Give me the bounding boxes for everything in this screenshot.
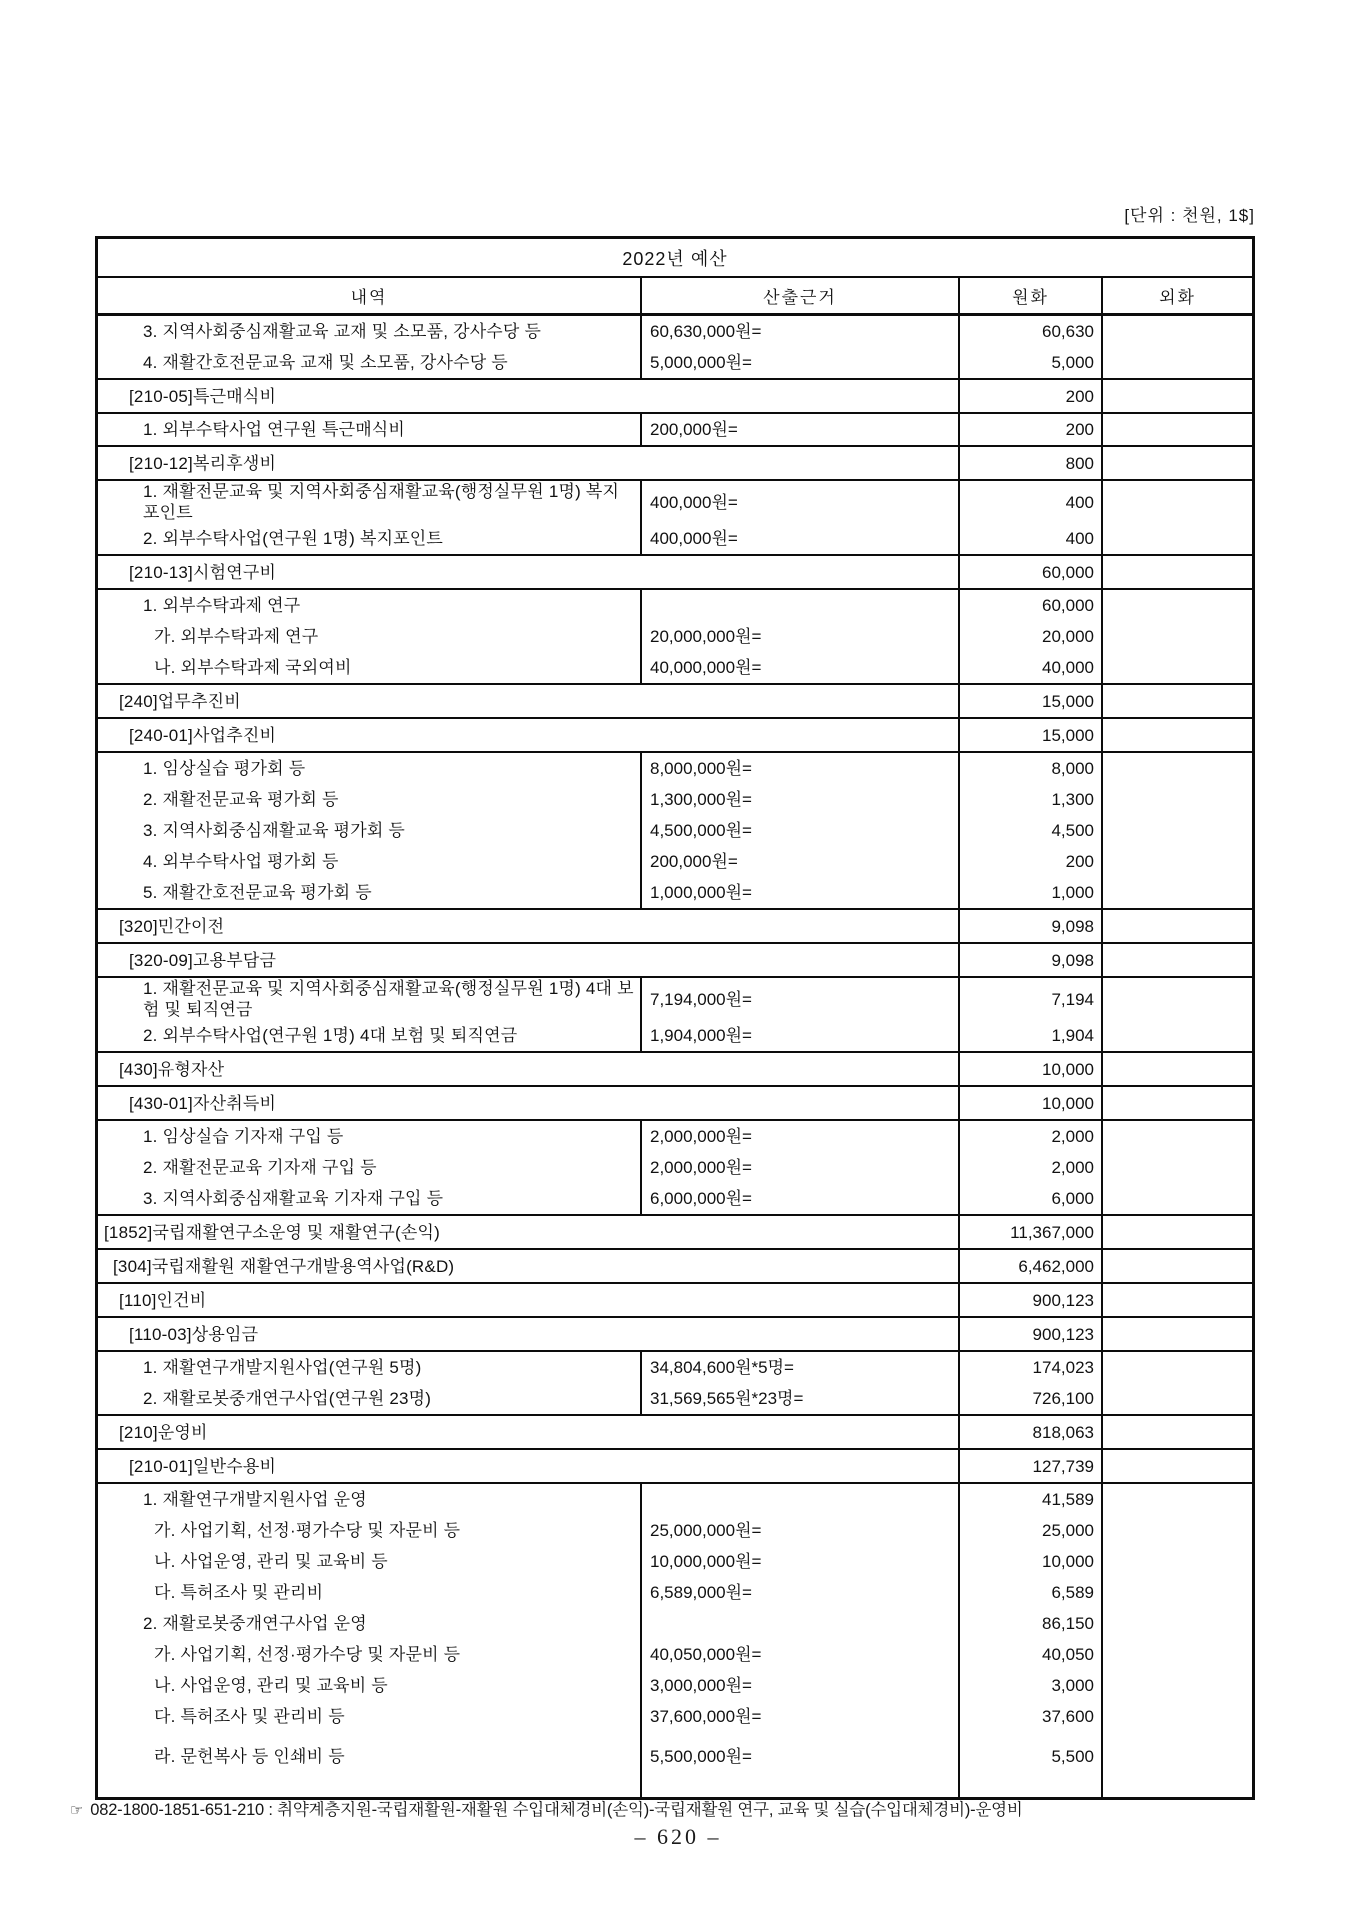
items-row: [98, 316, 1252, 378]
items-row: [98, 751, 1252, 908]
group-label: [210]운영비: [119, 1422, 208, 1442]
item-label: 1. 외부수탁사업 연구원 특근매식비: [143, 420, 406, 439]
krw-value: 60,000: [958, 590, 1101, 621]
group-row: [98, 1051, 1252, 1085]
item-basis: 7,194,000원=: [640, 978, 958, 1020]
group-row: [98, 554, 1252, 588]
foreign-value-cell: [1101, 910, 1252, 942]
foreign-value-cell: [1101, 1087, 1252, 1119]
item-label: 2. 재활전문교육 평가회 등: [143, 790, 339, 809]
item-basis: 25,000,000원=: [640, 1515, 958, 1546]
group-label: [110-03]상용임금: [129, 1324, 259, 1344]
item-label: 가. 사업기획, 선정·평가수당 및 자문비 등: [154, 1645, 461, 1664]
krw-value: 3,000: [958, 1670, 1101, 1701]
foreign-value-cell: [1101, 1121, 1252, 1214]
foreign-value-cell: [1101, 944, 1252, 976]
group-row: [98, 1248, 1252, 1282]
item-label: 1. 재활연구개발지원사업(연구원 5명): [143, 1358, 422, 1377]
foreign-value-cell: [1101, 1352, 1252, 1414]
group-row: [98, 378, 1252, 412]
items-row: [98, 1482, 1252, 1797]
krw-value: 10,000: [958, 1053, 1101, 1085]
foreign-value-cell: [1101, 380, 1252, 412]
krw-value: 200: [958, 414, 1101, 445]
krw-value: 5,500: [958, 1732, 1101, 1797]
item-basis: 2,000,000원=: [640, 1152, 958, 1183]
item-basis: 400,000원=: [640, 523, 958, 554]
group-label: [210-13]시험연구비: [129, 562, 277, 582]
krw-value: 1,300: [958, 784, 1101, 815]
foreign-value-cell: [1101, 447, 1252, 479]
foreign-value-cell: [1101, 1216, 1252, 1248]
item-basis: 3,000,000원=: [640, 1670, 958, 1701]
item-basis: [640, 590, 958, 621]
item-basis: 8,000,000원=: [640, 753, 958, 784]
group-label: [210-05]특근매식비: [129, 386, 277, 406]
item-basis: 37,600,000원=: [640, 1701, 958, 1732]
table-title: 2022년 예산: [98, 239, 1252, 278]
items-row: [98, 976, 1252, 1051]
item-label: 2. 외부수탁사업(연구원 1명) 4대 보험 및 퇴직연금: [143, 1026, 518, 1045]
foreign-value-cell: [1101, 978, 1252, 1051]
items-row: [98, 1350, 1252, 1414]
foreign-value-cell: [1101, 719, 1252, 751]
item-basis: 4,500,000원=: [640, 815, 958, 846]
group-label: [430]유형자산: [119, 1059, 225, 1079]
krw-value: 900,123: [958, 1284, 1101, 1316]
krw-value: 20,000: [958, 621, 1101, 652]
table-rows: [98, 316, 1252, 1797]
group-row: [98, 1448, 1252, 1482]
group-row: [98, 717, 1252, 751]
foreign-value-cell: [1101, 753, 1252, 908]
krw-value: 86,150: [958, 1608, 1101, 1639]
group-row: [98, 1085, 1252, 1119]
krw-value: 127,739: [958, 1450, 1101, 1482]
item-basis: [640, 1608, 958, 1639]
krw-value: 15,000: [958, 685, 1101, 717]
group-row: [98, 445, 1252, 479]
item-label: 3. 지역사회중심재활교육 교재 및 소모품, 강사수당 등: [143, 322, 542, 341]
group-label: [320-09]고용부담금: [129, 950, 277, 970]
group-row: [98, 1282, 1252, 1316]
group-label: [240]업무추진비: [119, 691, 241, 711]
krw-value: 8,000: [958, 753, 1101, 784]
krw-value: 10,000: [958, 1546, 1101, 1577]
foreign-value-cell: [1101, 1053, 1252, 1085]
krw-value: 25,000: [958, 1515, 1101, 1546]
item-basis: 40,000,000원=: [640, 652, 958, 683]
column-header-basis: 산출근거: [640, 278, 958, 313]
column-header-krw: 원화: [958, 278, 1101, 313]
krw-value: 818,063: [958, 1416, 1101, 1448]
krw-value: 800: [958, 447, 1101, 479]
footer-note: [70, 1796, 1346, 1820]
krw-value: 2,000: [958, 1152, 1101, 1183]
krw-value: 2,000: [958, 1121, 1101, 1152]
group-label: [304]국립재활원 재활연구개발용역사업(R&D): [113, 1256, 455, 1276]
items-row: [98, 412, 1252, 445]
foreign-value-cell: [1101, 685, 1252, 717]
item-label: 4. 외부수탁사업 평가회 등: [143, 852, 339, 871]
item-label: 3. 지역사회중심재활교육 기자재 구입 등: [143, 1189, 444, 1208]
foreign-value-cell: [1101, 1450, 1252, 1482]
item-label: 1. 임상실습 기자재 구입 등: [143, 1127, 344, 1146]
item-basis: 200,000원=: [640, 414, 958, 445]
items-row: [98, 479, 1252, 554]
item-basis: 400,000원=: [640, 481, 958, 523]
item-label: 2. 재활로봇중개연구사업(연구원 23명): [143, 1389, 432, 1408]
krw-value: 6,000: [958, 1183, 1101, 1214]
krw-value: 400: [958, 481, 1101, 523]
item-label: 나. 외부수탁과제 국외여비: [154, 658, 352, 677]
item-label: 1. 외부수탁과제 연구: [143, 596, 301, 615]
item-basis: 5,000,000원=: [640, 347, 958, 378]
krw-value: 1,000: [958, 877, 1101, 908]
pointing-hand-icon: ☞: [70, 1802, 84, 1819]
group-label: [210-12]복리후생비: [129, 453, 277, 473]
krw-value: 10,000: [958, 1087, 1101, 1119]
items-row: [98, 588, 1252, 683]
krw-value: 7,194: [958, 978, 1101, 1020]
column-header-detail: 내역: [350, 288, 388, 307]
krw-value: 11,367,000: [958, 1216, 1101, 1248]
krw-value: 6,462,000: [958, 1250, 1101, 1282]
krw-value: 4,500: [958, 815, 1101, 846]
unit-label: [단위 : 천원, 1$]: [1124, 206, 1255, 225]
krw-value: 40,000: [958, 652, 1101, 683]
krw-value: 400: [958, 523, 1101, 554]
group-label: [210-01]일반수용비: [129, 1456, 277, 1476]
item-basis: [640, 1484, 958, 1515]
foreign-value-cell: [1101, 1416, 1252, 1448]
foreign-value-cell: [1101, 556, 1252, 588]
item-label: 1. 임상실습 평가회 등: [143, 759, 306, 778]
item-label: 2. 재활전문교육 기자재 구입 등: [143, 1158, 377, 1177]
group-row: [98, 908, 1252, 942]
item-label: 라. 문헌복사 등 인쇄비 등: [154, 1747, 345, 1766]
item-basis: 1,300,000원=: [640, 784, 958, 815]
footer-note-text: 082-1800-1851-651-210 : 취약계층지원-국립재활원-재활원 수입대체경비(손익)-국립재활원 연구, 교육 및 실습(수입대체경비)-운영비: [90, 1801, 1023, 1819]
krw-value: 37,600: [958, 1701, 1101, 1732]
item-label: 다. 특허조사 및 관리비 등: [154, 1707, 345, 1726]
item-label: 1. 재활연구개발지원사업 운영: [143, 1490, 367, 1509]
foreign-value-cell: [1101, 1484, 1252, 1797]
table-header-row: [98, 278, 1252, 316]
item-label: 나. 사업운영, 관리 및 교육비 등: [154, 1552, 388, 1571]
krw-value: 200: [958, 846, 1101, 877]
krw-value: 41,589: [958, 1484, 1101, 1515]
group-label: [240-01]사업추진비: [129, 725, 277, 745]
page-number: – 620 –: [634, 1824, 722, 1849]
item-basis: 10,000,000원=: [640, 1546, 958, 1577]
foreign-value-cell: [1101, 481, 1252, 554]
item-basis: 20,000,000원=: [640, 621, 958, 652]
krw-value: 174,023: [958, 1352, 1101, 1383]
foreign-value-cell: [1101, 316, 1252, 378]
item-label: 1. 재활전문교육 및 지역사회중심재활교육(행정실무원 1명) 4대 보험 및 퇴직연금: [143, 979, 634, 1019]
foreign-value-cell: [1101, 1318, 1252, 1350]
group-row: [98, 942, 1252, 976]
item-label: 5. 재활간호전문교육 평가회 등: [143, 883, 372, 902]
item-label: 가. 사업기획, 선정·평가수당 및 자문비 등: [154, 1521, 461, 1540]
krw-value: 9,098: [958, 944, 1101, 976]
group-row: [98, 1214, 1252, 1248]
foreign-value-cell: [1101, 1284, 1252, 1316]
budget-table: [95, 236, 1255, 1800]
item-label: 가. 외부수탁과제 연구: [154, 627, 319, 646]
krw-value: 60,000: [958, 556, 1101, 588]
items-row: [98, 1119, 1252, 1214]
group-label: [110]인건비: [119, 1290, 207, 1310]
item-basis: 200,000원=: [640, 846, 958, 877]
group-label: [430-01]자산취득비: [129, 1093, 277, 1113]
item-basis: 60,630,000원=: [640, 316, 958, 347]
item-basis: 2,000,000원=: [640, 1121, 958, 1152]
group-row: [98, 1316, 1252, 1350]
item-basis: 5,500,000원=: [640, 1732, 958, 1797]
group-label: [320]민간이전: [119, 916, 225, 936]
item-basis: 6,000,000원=: [640, 1183, 958, 1214]
krw-value: 900,123: [958, 1318, 1101, 1350]
krw-value: 40,050: [958, 1639, 1101, 1670]
item-label: 나. 사업운영, 관리 및 교육비 등: [154, 1676, 388, 1695]
item-basis: 34,804,600원*5명=: [640, 1352, 958, 1383]
column-header-foreign: 외화: [1101, 278, 1252, 313]
group-label: [1852]국립재활연구소운영 및 재활연구(손익): [104, 1222, 440, 1242]
item-label: 4. 재활간호전문교육 교재 및 소모품, 강사수당 등: [143, 353, 508, 372]
group-row: [98, 1414, 1252, 1448]
item-basis: 40,050,000원=: [640, 1639, 958, 1670]
krw-value: 1,904: [958, 1020, 1101, 1051]
item-basis: 31,569,565원*23명=: [640, 1383, 958, 1414]
krw-value: 15,000: [958, 719, 1101, 751]
krw-value: 5,000: [958, 347, 1101, 378]
krw-value: 200: [958, 380, 1101, 412]
item-label: 2. 외부수탁사업(연구원 1명) 복지포인트: [143, 529, 444, 548]
foreign-value-cell: [1101, 590, 1252, 683]
item-basis: 6,589,000원=: [640, 1577, 958, 1608]
krw-value: 6,589: [958, 1577, 1101, 1608]
item-label: 3. 지역사회중심재활교육 평가회 등: [143, 821, 406, 840]
krw-value: 726,100: [958, 1383, 1101, 1414]
krw-value: 60,630: [958, 316, 1101, 347]
group-row: [98, 683, 1252, 717]
krw-value: 9,098: [958, 910, 1101, 942]
item-basis: 1,000,000원=: [640, 877, 958, 908]
item-label: 1. 재활전문교육 및 지역사회중심재활교육(행정실무원 1명) 복지포인트: [143, 482, 620, 522]
foreign-value-cell: [1101, 1250, 1252, 1282]
item-label: 2. 재활로봇중개연구사업 운영: [143, 1614, 367, 1633]
item-basis: 1,904,000원=: [640, 1020, 958, 1051]
foreign-value-cell: [1101, 414, 1252, 445]
item-label: 다. 특허조사 및 관리비: [154, 1583, 324, 1602]
